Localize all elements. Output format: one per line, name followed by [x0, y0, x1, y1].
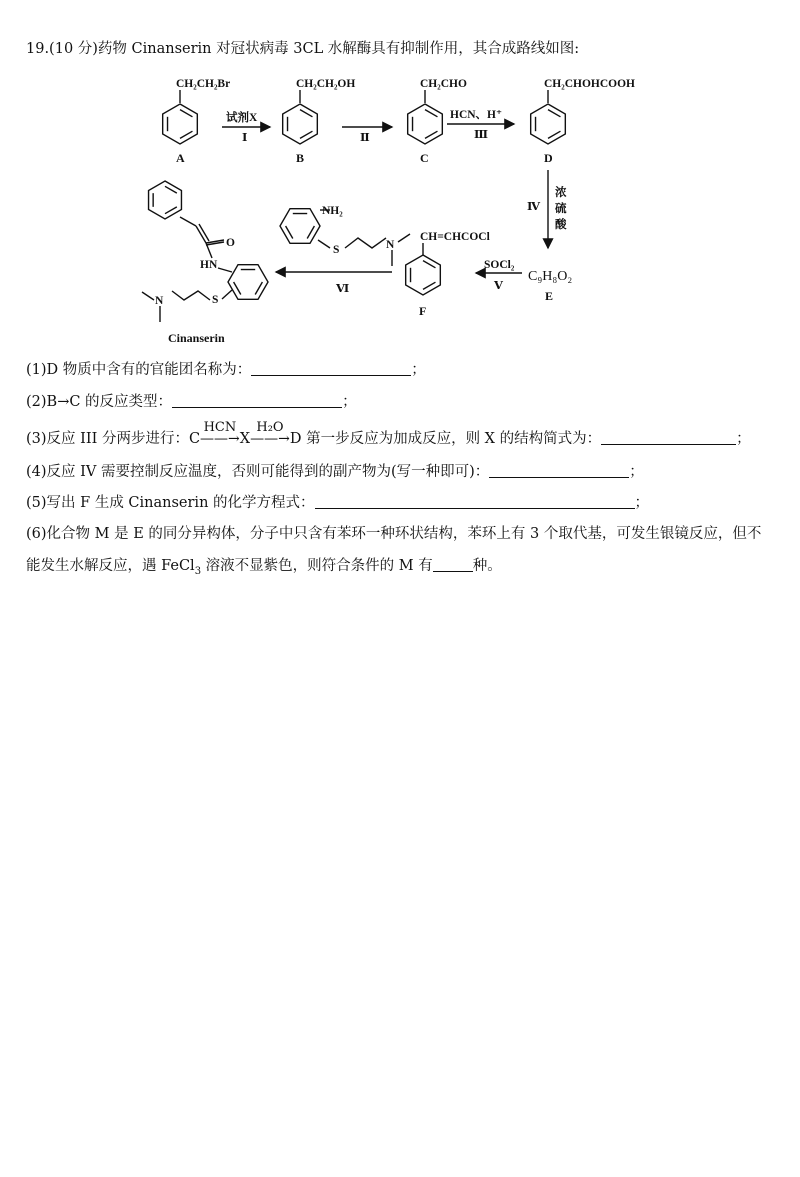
amine-nh2: NH₂: [322, 205, 343, 217]
answer-blank-6[interactable]: [433, 556, 473, 572]
cinanserin-o: O: [226, 237, 235, 249]
question-6-text-a: (6)化合物 M 是 E 的同分异构体，分子中只含有苯环一种环状结构，苯环上有 3 个取代基，可发生银镜反应，但不能发生水解反应，遇 FeCl: [26, 526, 762, 574]
question-3-x: X: [239, 431, 251, 447]
step3-label: Ⅲ: [474, 129, 489, 141]
cinanserin-s: S: [212, 294, 219, 306]
compound-b-group: CH₂CH₂OH: [296, 78, 356, 90]
question-4-end: ；: [629, 464, 644, 480]
step5-reagent: SOCl₂: [484, 259, 515, 271]
question-2-text: (2)B→C 的反应类型：: [26, 394, 173, 410]
compound-d-group: CH₂CHOHCOOH: [544, 78, 635, 90]
cinanserin-label: Cinanserin: [168, 331, 225, 345]
compound-e-label: E: [545, 289, 554, 303]
compound-c-group: CH₂CHO: [420, 78, 467, 90]
question-1-end: ；: [411, 362, 426, 378]
compound-f-group: CH=CHCOCl: [420, 231, 490, 243]
compound-a-label: A: [176, 151, 185, 165]
cinanserin-hn: HN: [200, 259, 218, 271]
answer-blank-1[interactable]: [251, 360, 411, 376]
compound-f-label: F: [419, 304, 427, 318]
step5-label: Ⅴ: [494, 280, 503, 292]
question-6-text-b: 溶液不显紫色，则符合条件的 M 有: [201, 558, 433, 574]
amine-s: S: [333, 244, 340, 256]
question-5: [26, 492, 786, 514]
question-4: [26, 461, 786, 483]
question-5-text: (5)写出 F 生成 Cinanserin 的化学方程式：: [26, 495, 315, 511]
step4-reagent-1: 浓: [555, 187, 567, 199]
step2-label: Ⅱ: [360, 132, 370, 144]
question-3: [26, 422, 786, 450]
step4-label: Ⅳ: [527, 201, 541, 213]
step1-label: Ⅰ: [242, 132, 248, 144]
hcn-arrow-label: HCN: [203, 420, 237, 435]
answer-blank-2[interactable]: [172, 392, 342, 408]
step1-reagent: 试剂X: [226, 112, 258, 124]
answer-blank-5[interactable]: [315, 493, 635, 509]
question-3-end: ；: [736, 431, 751, 447]
synthesis-scheme: [0, 0, 800, 350]
h2o-arrow-label: H₂O: [256, 420, 284, 435]
step3-reagent: HCN、H⁺: [450, 109, 503, 121]
step6-label: Ⅵ: [336, 283, 350, 295]
h2o-arrow: H₂O ——→: [250, 420, 290, 447]
question-6-subscript: 3: [194, 565, 202, 577]
question-2-end: ；: [342, 394, 357, 410]
amine-n: N: [386, 239, 395, 251]
hcn-arrow: HCN ——→: [200, 420, 240, 447]
question-6: [26, 518, 771, 588]
question-3-text-a: (3)反应 III 分两步进行：C: [26, 431, 201, 447]
cinanserin-n: N: [155, 295, 164, 307]
answer-blank-3[interactable]: [601, 429, 736, 445]
compound-a-group: CH₂CH₂Br: [176, 78, 231, 90]
step4-reagent-3: 酸: [555, 219, 567, 231]
question-1-text: (1)D 物质中含有的官能团名称为：: [26, 362, 252, 378]
step4-reagent-2: 硫: [555, 203, 567, 215]
question-1: [26, 359, 786, 381]
question-stem: 19.(10 分)药物 Cinanserin 对冠状病毒 3CL 水解酶具有抑制作用，其合成路线如图:: [26, 41, 580, 57]
question-4-text: (4)反应 IV 需要控制反应温度，否则可能得到的副产物为(写一种即可)：: [26, 464, 490, 480]
question-3-text-b: D 第一步反应为加成反应，则 X 的结构简式为：: [289, 431, 602, 447]
compound-c-label: C: [420, 151, 429, 165]
question-5-end: ；: [634, 495, 650, 511]
answer-blank-4[interactable]: [489, 462, 629, 478]
question-6-text-c: 种。: [472, 558, 502, 574]
question-2: [26, 391, 786, 413]
compound-d-label: D: [544, 151, 553, 165]
compound-b-label: B: [296, 151, 305, 165]
compound-e-formula: C₉H₈O₂: [528, 269, 573, 284]
